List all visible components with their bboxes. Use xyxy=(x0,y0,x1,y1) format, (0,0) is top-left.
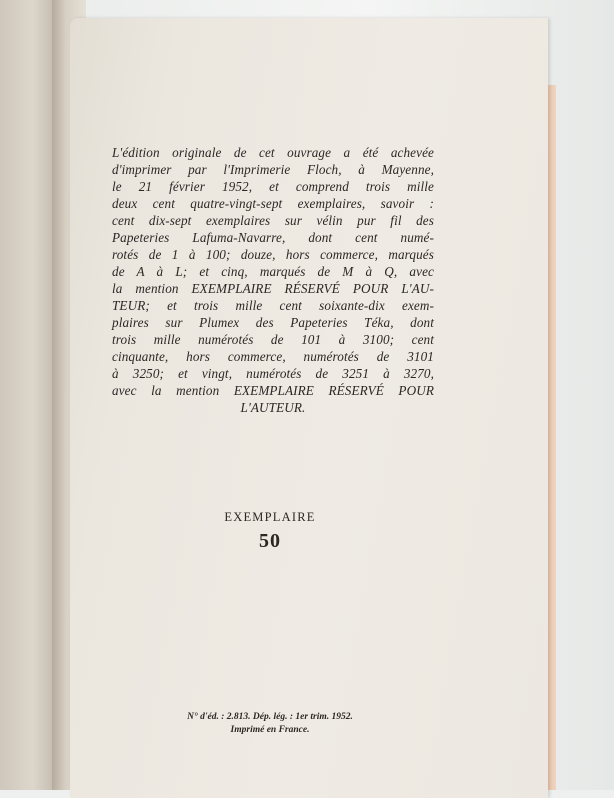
colophon-line: L'édition originale de cet ouvrage a été achevée xyxy=(112,145,434,160)
legal-line-printed: Imprimé en France. xyxy=(230,725,310,735)
colophon-line: le 21 février 1952, et comprend trois mille xyxy=(112,179,434,194)
legal-notice xyxy=(140,711,400,737)
colophon-line: à 3250; et vingt, numérotés de 3251 à 3270, xyxy=(112,366,434,381)
colophon-text xyxy=(112,144,434,416)
left-page xyxy=(0,0,60,790)
colophon-line: d'imprimer par l'Imprimerie Floch, à Mayenne, xyxy=(112,162,434,177)
colophon-line: trois mille numérotés de 101 à 3100; cent xyxy=(112,332,434,347)
colophon-line: la mention EXEMPLAIRE RÉSERVÉ POUR L'AU- xyxy=(112,281,434,296)
colophon-line: TEUR; et trois mille cent soixante-dix exem- xyxy=(112,298,434,313)
colophon-line: Papeteries Lafuma-Navarre, dont cent numé- xyxy=(112,230,434,245)
colophon-line: cent dix-sept exemplaires sur vélin pur fil des xyxy=(112,213,434,228)
legal-line-deposit: N° d'éd. : 2.813. Dép. lég. : 1er trim. 1952. xyxy=(187,712,353,722)
colophon-line: deux cent quatre-vingt-sept exemplaires, savoir : xyxy=(112,196,434,211)
colophon-line: plaires sur Plumex des Papeteries Téka, dont xyxy=(112,315,434,330)
colophon-line: avec la mention EXEMPLAIRE RÉSERVÉ POUR xyxy=(112,383,434,398)
colophon-line: de A à L; et cinq, marqués de M à Q, avec xyxy=(112,264,434,279)
colophon-line: cinquante, hors commerce, numérotés de 3101 xyxy=(112,349,434,364)
copy-label: EXEMPLAIRE xyxy=(224,510,316,524)
colophon-line: rotés de 1 à 100; douze, hors commerce, marqués xyxy=(112,247,434,262)
colophon-line: L'AUTEUR. xyxy=(240,400,306,415)
copy-number: 50 xyxy=(259,530,281,552)
